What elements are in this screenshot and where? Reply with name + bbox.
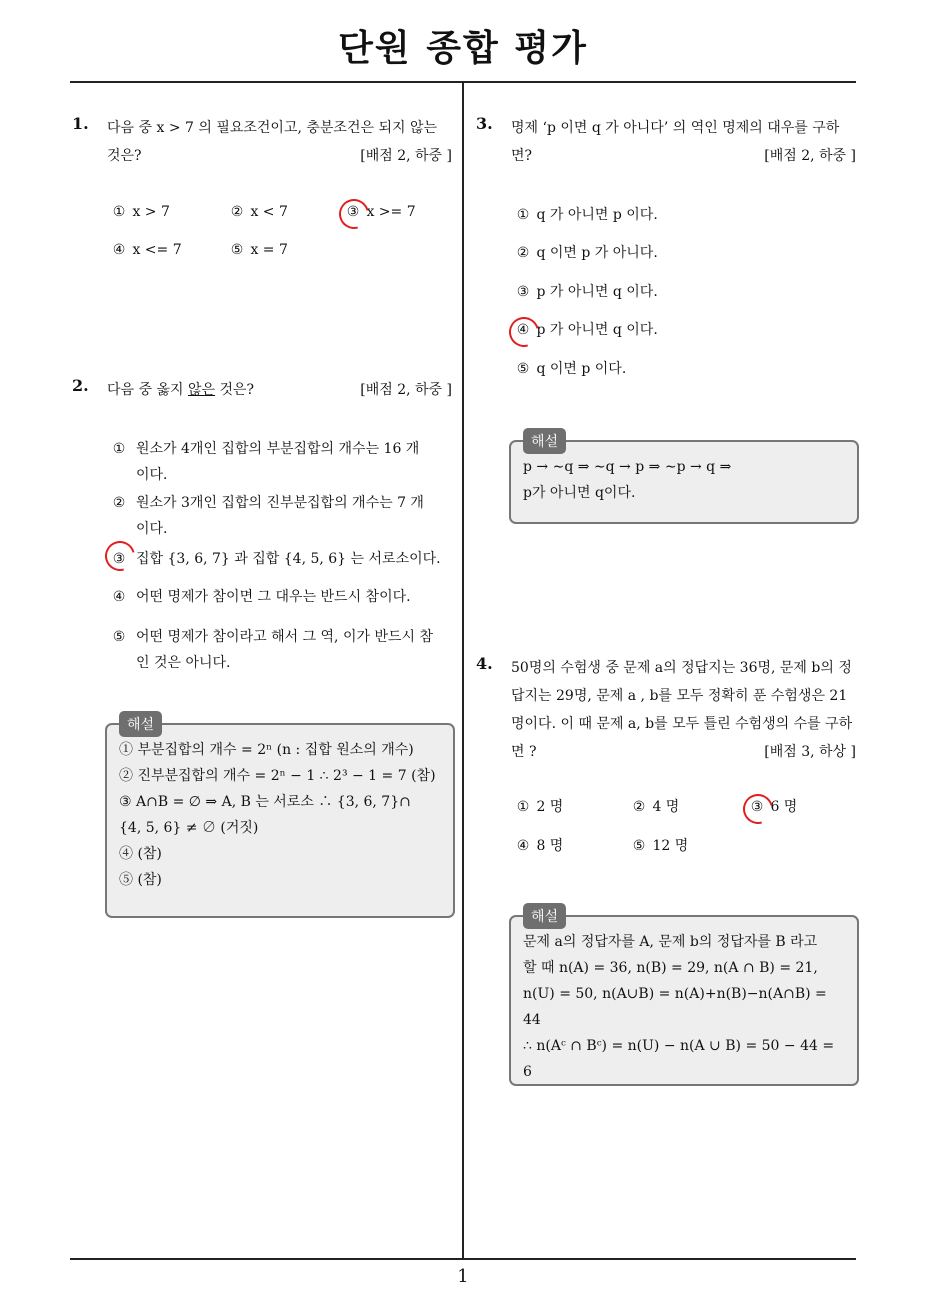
- column-divider: [462, 82, 464, 1258]
- page-number: 1: [457, 1266, 469, 1287]
- option-mark: ③: [516, 284, 530, 300]
- page-title: 단원 종합 평가: [338, 28, 588, 69]
- points-label: [배점 2, 하중 ]: [360, 382, 452, 398]
- solution-line: ③ A∩B = ∅ ⇒ A, B 는 서로소 ∴ {3, 6, 7}∩: [119, 794, 411, 810]
- option-mark: ②: [516, 245, 530, 261]
- q3-option-4[interactable]: [514, 319, 658, 339]
- question-2: [72, 376, 452, 404]
- option-mark: ④: [516, 838, 530, 854]
- answer-circle-mark: ③: [344, 204, 362, 220]
- question-body: 50명의 수험생 중 문제 a의 정답지는 36명, 문제 b의 정답지는 29명, 문제 a , b를 모두 정확히 푼 수험생은 21명이다. 이 때 문제 a, b를 모두 틀린 수험생의 수를 구하면 ?: [511, 660, 853, 760]
- question-1: [72, 114, 452, 170]
- option-mark: ⑤: [230, 242, 244, 258]
- option-text: 4 명: [652, 799, 680, 815]
- option-text: q 가 아니면 p 이다.: [536, 207, 658, 223]
- option-text: 원소가 3개인 집합의 진부분집합의 개수는 7 개이다.: [136, 495, 424, 537]
- q3-solution-box: [509, 434, 859, 524]
- solution-line: ∴ n(Aᶜ ∩ Bᶜ) = n(U) − n(A ∪ B) = 50 − 44 = 6: [523, 1038, 835, 1080]
- option-text: 2 명: [536, 799, 564, 815]
- solution-line: ④ (참): [119, 846, 162, 862]
- solution-line: n(U) = 50, n(A∪B) = n(A)+n(B)−n(A∩B) =: [523, 986, 827, 1002]
- question-body-underlined: 않은: [187, 382, 216, 398]
- question-body-end: 것은?: [215, 382, 255, 398]
- q2-option-2[interactable]: [110, 490, 430, 542]
- q3-option-3[interactable]: [514, 281, 658, 301]
- option-text: 어떤 명제가 참이라고 해서 그 역, 이가 반드시 참인 것은 아니다.: [136, 629, 434, 671]
- solution-line: ① 부분집합의 개수 = 2ⁿ (n : 집합 원소의 개수): [119, 742, 414, 758]
- option-text: x > 7: [132, 204, 170, 220]
- q2-option-3[interactable]: [110, 546, 450, 572]
- option-mark: ①: [516, 207, 530, 223]
- option-mark: ①: [112, 441, 126, 457]
- option-text: q 이면 p 이다.: [536, 361, 627, 377]
- solution-line: p → ∼q ⇒ ∼q → p ⇒ ∼p → q ⇒: [523, 459, 732, 475]
- q4-solution-box: [509, 909, 859, 1086]
- solution-label: 해설: [523, 428, 566, 454]
- answer-circle-mark: ③: [748, 799, 766, 815]
- solution-line: 할 때 n(A) = 36, n(B) = 29, n(A ∩ B) = 21,: [523, 960, 818, 976]
- points-label: [배점 2, 하중 ]: [360, 148, 452, 164]
- solution-line: ⑤ (참): [119, 872, 162, 888]
- bottom-rule: [70, 1258, 856, 1260]
- answer-circle-mark: ④: [514, 322, 532, 338]
- option-mark: ①: [112, 204, 126, 220]
- q3-option-2[interactable]: [514, 242, 658, 262]
- q2-option-1[interactable]: [110, 436, 430, 488]
- option-mark: ②: [230, 204, 244, 220]
- q2-solution-box: [105, 717, 455, 918]
- question-number: 3.: [476, 114, 493, 133]
- option-mark: ⑤: [112, 629, 126, 645]
- q1-option-5[interactable]: [228, 242, 288, 258]
- q2-option-5[interactable]: [110, 624, 440, 676]
- question-text: [107, 376, 452, 404]
- option-text: 원소가 4개인 집합의 부분집합의 개수는 16 개이다.: [136, 441, 420, 483]
- question-body-start: 다음 중 옳지: [107, 382, 188, 398]
- q1-option-2[interactable]: [228, 204, 288, 220]
- option-mark: ⑤: [516, 361, 530, 377]
- solution-label: 해설: [523, 903, 566, 929]
- option-text: q 이면 p 가 아니다.: [536, 245, 658, 261]
- option-text: p 가 아니면 q 이다.: [536, 322, 658, 338]
- q4-option-3[interactable]: [748, 796, 797, 816]
- option-mark: ②: [112, 495, 126, 511]
- solution-body: [511, 917, 857, 1093]
- question-text: [511, 654, 856, 766]
- solution-body: [107, 725, 453, 901]
- option-text: 어떤 명제가 참이면 그 대우는 반드시 참이다.: [136, 589, 411, 605]
- question-number: 4.: [476, 654, 493, 673]
- option-text: 6 명: [770, 799, 798, 815]
- option-text: x = 7: [250, 242, 288, 258]
- solution-line: 문제 a의 정답자를 A, 문제 b의 정답자를 B 라고: [523, 934, 818, 950]
- option-mark: ④: [112, 242, 126, 258]
- option-text: 12 명: [652, 838, 689, 854]
- question-3: [476, 114, 856, 170]
- q1-option-1[interactable]: [110, 204, 170, 220]
- option-text: x < 7: [250, 204, 288, 220]
- option-mark: ②: [632, 799, 646, 815]
- option-mark: ④: [112, 589, 126, 605]
- solution-line: {4, 5, 6} ≠ ∅ (거짓): [119, 820, 259, 836]
- option-text: 8 명: [536, 838, 564, 854]
- points-label: [배점 3, 하상 ]: [764, 744, 856, 760]
- option-text: p 가 아니면 q 이다.: [536, 284, 658, 300]
- q4-option-5[interactable]: [630, 835, 688, 855]
- solution-line: 44: [523, 1012, 541, 1028]
- option-mark: ①: [516, 799, 530, 815]
- q3-option-1[interactable]: [514, 204, 658, 224]
- q4-option-2[interactable]: [630, 796, 679, 816]
- question-number: 2.: [72, 376, 89, 395]
- q4-option-4[interactable]: [514, 835, 563, 855]
- q2-option-4[interactable]: [110, 584, 450, 610]
- question-4: [476, 654, 856, 766]
- option-text: x >= 7: [366, 204, 416, 220]
- question-number: 1.: [72, 114, 89, 133]
- q4-option-1[interactable]: [514, 796, 563, 816]
- question-body: 다음 중 x > 7 의 필요조건이고, 충분조건은 되지 않는 것은?: [107, 120, 437, 164]
- solution-line: ② 진부분집합의 개수 = 2ⁿ − 1 ∴ 2³ − 1 = 7 (참): [119, 768, 436, 784]
- q1-option-3[interactable]: [344, 204, 416, 220]
- answer-circle-mark: ③: [110, 546, 128, 572]
- question-text: [511, 114, 856, 170]
- solution-line: p가 아니면 q이다.: [523, 485, 636, 501]
- option-text: x <= 7: [132, 242, 182, 258]
- q1-option-4[interactable]: [110, 242, 182, 258]
- question-text: [107, 114, 452, 170]
- points-label: [배점 2, 하중 ]: [764, 148, 856, 164]
- question-body: 명제 ‘p 이면 q 가 아니다’ 의 역인 명제의 대우를 구하면?: [511, 120, 840, 164]
- q3-option-5[interactable]: [514, 358, 626, 378]
- option-text: 집합 {3, 6, 7} 과 집합 {4, 5, 6} 는 서로소이다.: [136, 551, 441, 567]
- solution-label: 해설: [119, 711, 162, 737]
- option-mark: ⑤: [632, 838, 646, 854]
